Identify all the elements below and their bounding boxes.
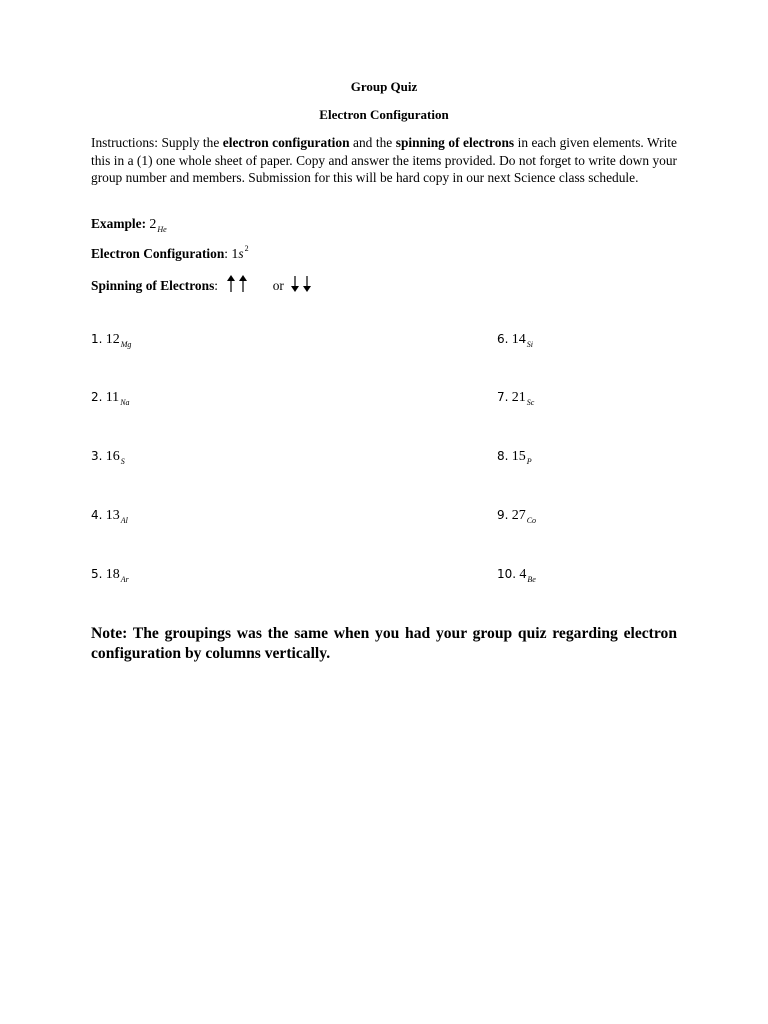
- note-paragraph: Note: The groupings was the same when you had your group quiz regarding electron configuration by columns vertically.: [91, 625, 677, 662]
- config-exponent: 2: [244, 244, 249, 253]
- config-orbital: s: [238, 246, 244, 261]
- quiz-item: [497, 389, 534, 406]
- instructions-lead: Instructions: Supply the: [91, 135, 223, 150]
- item-symbol: Mg: [120, 340, 132, 349]
- quiz-item: [497, 507, 536, 524]
- item-symbol: S: [120, 457, 125, 466]
- config-colon: :: [224, 246, 229, 261]
- spin-label: Spinning of Electrons: [91, 278, 215, 293]
- example-label: Example:: [91, 216, 147, 231]
- example-spin-line: [91, 275, 313, 297]
- item-index: 8.: [497, 449, 509, 463]
- quiz-item: [497, 448, 532, 465]
- example-line: [91, 216, 167, 233]
- config-label: Electron Configuration: [91, 246, 225, 261]
- item-symbol: Ar: [120, 575, 129, 584]
- item-index: 5.: [91, 567, 103, 581]
- quiz-item: [497, 331, 533, 348]
- item-index: 10.: [497, 567, 517, 581]
- item-symbol: Co: [526, 516, 537, 525]
- item-index: 3.: [91, 449, 103, 463]
- instructions-tail: in each given elements. Write this in a (1) one whole sheet of paper. Copy and answer the items provided. Do not forget to write down your group number and members. Submission for this will be hard copy in our next Science class schedule.: [91, 135, 677, 186]
- item-number: 27: [511, 508, 526, 523]
- item-number: 15: [511, 449, 526, 464]
- page-subtitle: Electron Configuration: [319, 107, 449, 122]
- quiz-item: [497, 566, 536, 583]
- item-symbol: P: [526, 457, 532, 466]
- item-index: 4.: [91, 508, 103, 522]
- item-symbol: Na: [120, 398, 130, 407]
- quiz-item: [91, 448, 125, 465]
- item-index: 1.: [91, 332, 103, 346]
- item-number: 13: [105, 508, 120, 523]
- item-symbol: Al: [120, 516, 128, 525]
- quiz-item: [91, 389, 130, 406]
- item-number: 18: [105, 567, 120, 582]
- item-symbol: Be: [527, 575, 536, 584]
- item-number: 14: [511, 332, 526, 347]
- instructions-bold-config: electron configuration: [222, 135, 350, 150]
- example-symbol: He: [157, 225, 167, 234]
- item-number: 12: [105, 332, 120, 347]
- item-index: 6.: [497, 332, 509, 346]
- instructions-mid: and the: [349, 135, 396, 150]
- config-coefficient: 1: [231, 247, 239, 262]
- item-index: 2.: [91, 390, 103, 404]
- item-symbol: Sc: [526, 398, 535, 407]
- up-arrows-icon: [227, 275, 249, 297]
- quiz-item: [91, 566, 129, 583]
- spin-colon: :: [214, 278, 219, 293]
- item-number: 4: [519, 567, 527, 582]
- item-symbol: Si: [526, 340, 533, 349]
- instructions-bold-spin: spinning of electrons: [395, 135, 515, 150]
- quiz-item: [91, 507, 128, 524]
- item-number: 16: [105, 449, 120, 464]
- item-index: 9.: [497, 508, 509, 522]
- instructions-paragraph: [91, 134, 677, 187]
- item-number: 11: [105, 390, 120, 405]
- item-number: 21: [511, 390, 526, 405]
- quiz-item: [91, 331, 131, 348]
- example-config-line: [91, 246, 249, 263]
- page-title: Group Quiz: [350, 79, 418, 94]
- spin-or-text: or: [272, 278, 284, 293]
- example-number: 2: [149, 217, 157, 232]
- down-arrows-icon: [291, 275, 313, 297]
- item-index: 7.: [497, 390, 509, 404]
